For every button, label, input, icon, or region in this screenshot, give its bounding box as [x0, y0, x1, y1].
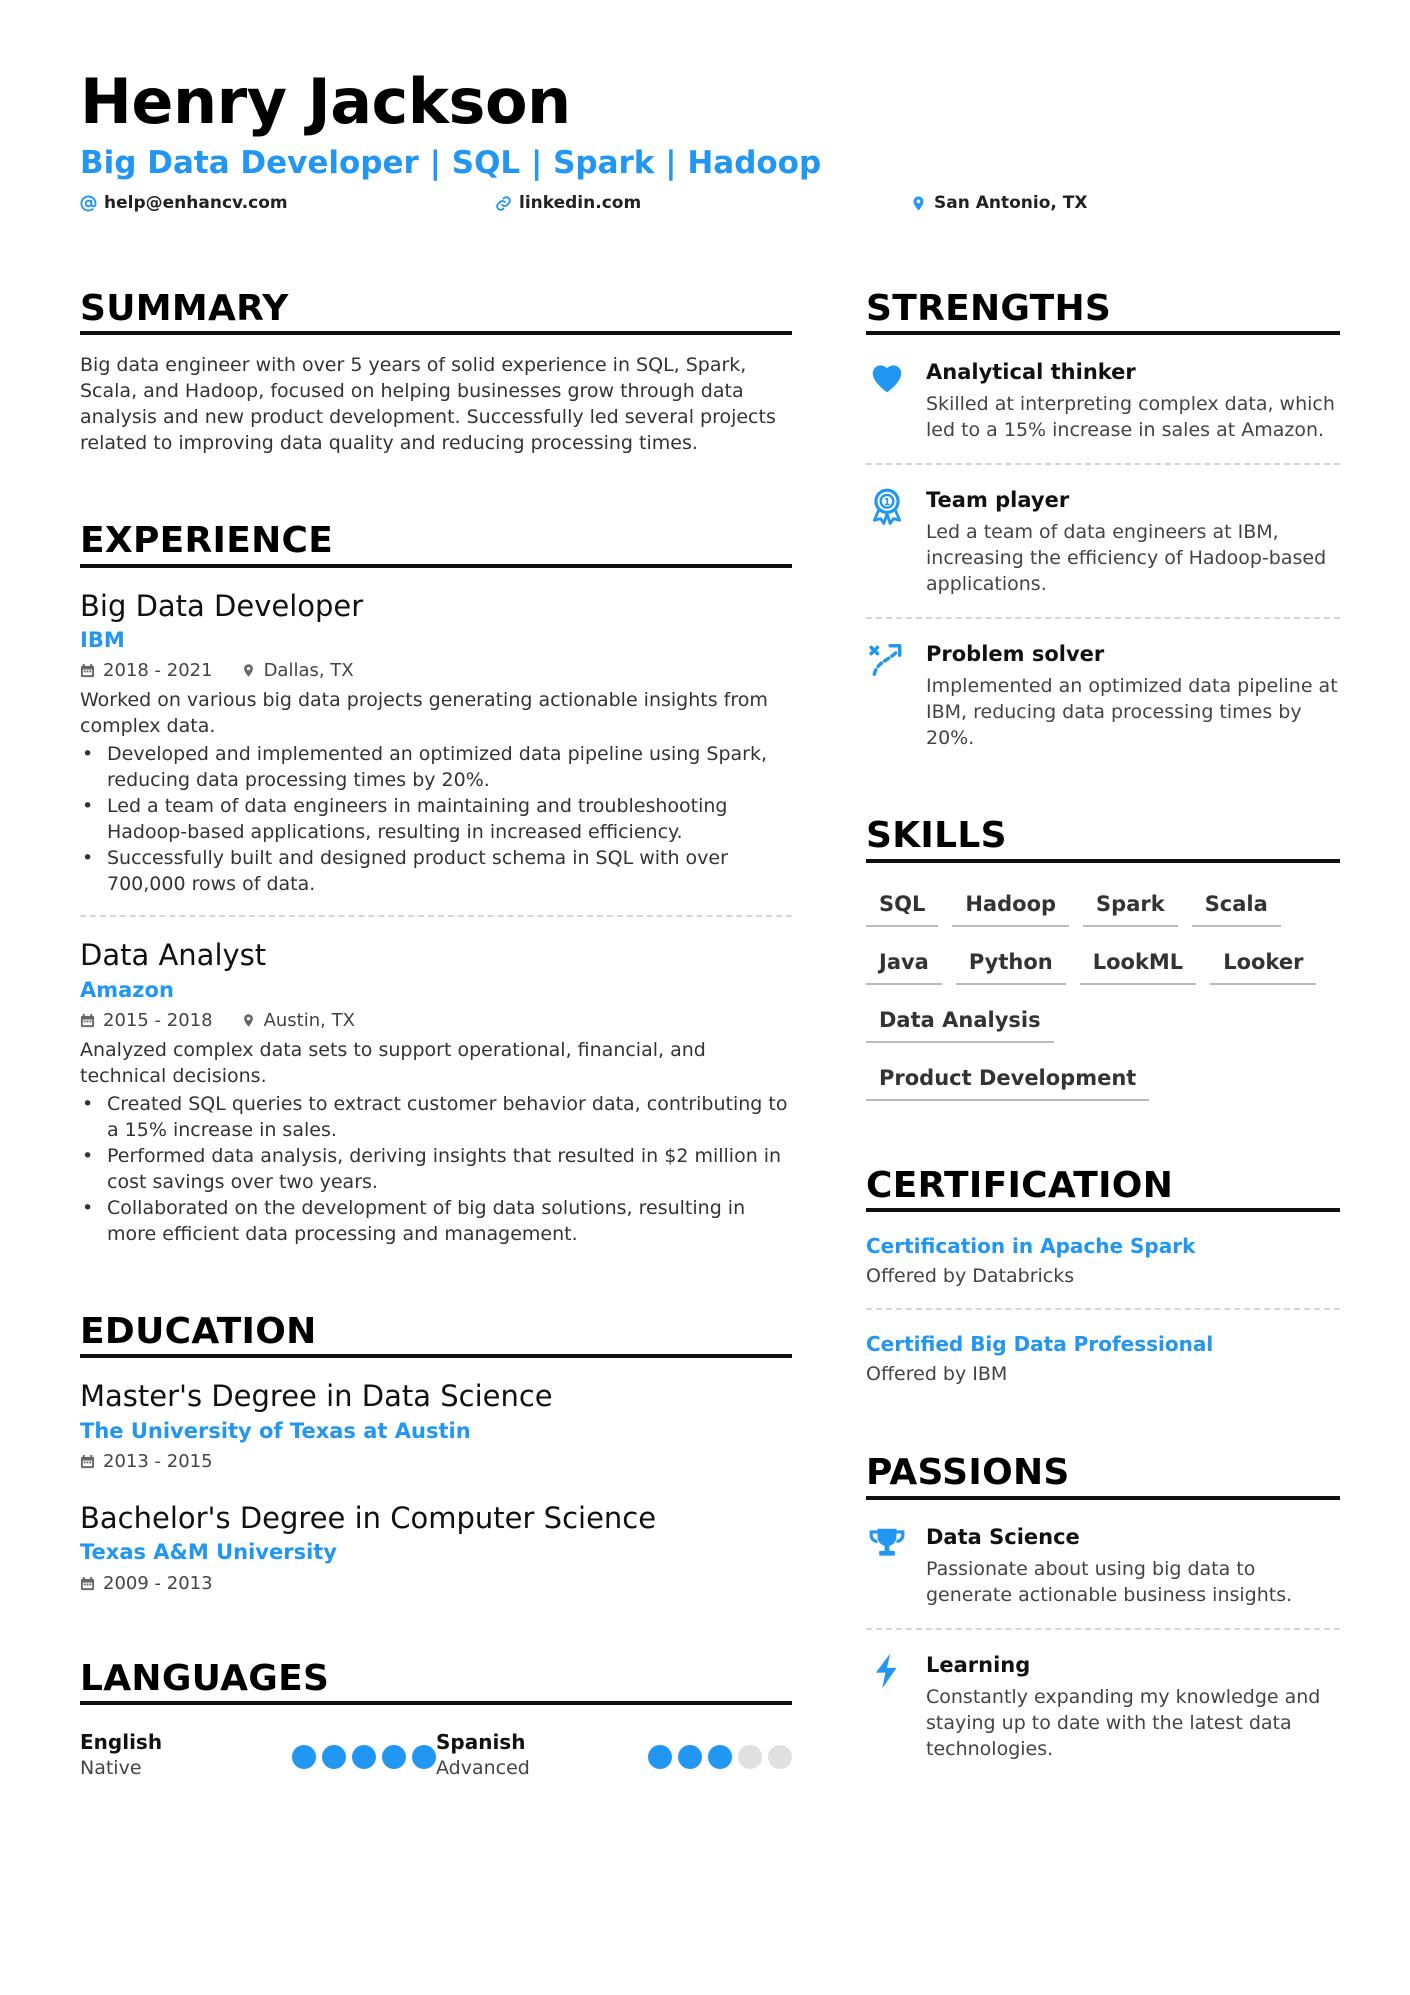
section-title-certification: CERTIFICATION [866, 1165, 1340, 1212]
rating-dot-filled [352, 1745, 376, 1769]
rating-dot-filled [322, 1745, 346, 1769]
education-meta [80, 1451, 792, 1472]
passion-title: Data Science [926, 1524, 1080, 1549]
passion-description: Constantly expanding my knowledge and staying up to date with the latest data technologies. [926, 1685, 1321, 1760]
strength-title: Analytical thinker [926, 360, 1136, 385]
skill-tag: Scala [1192, 891, 1281, 927]
email-text: help@enhancv.com [104, 193, 288, 213]
job-meta [80, 1010, 792, 1031]
certification-name: Certification in Apache Spark [866, 1234, 1196, 1259]
job-meta [80, 660, 792, 681]
section-title-passions: PASSIONS [866, 1452, 1340, 1499]
language-item [80, 1729, 436, 1781]
certification-item [866, 1232, 1340, 1290]
job-bullets [80, 1091, 792, 1247]
language-item [436, 1729, 792, 1781]
strength-item [866, 357, 1340, 443]
job-title: Big Data Developer [80, 588, 364, 623]
award-badge-icon [868, 487, 906, 525]
section-title-experience: EXPERIENCE [80, 520, 792, 567]
skill-tag: Looker [1210, 949, 1316, 985]
trophy-icon [868, 1524, 906, 1562]
job-location: Dallas, TX [263, 660, 354, 682]
rating-dot-filled [382, 1745, 406, 1769]
strength-item [866, 485, 1340, 597]
job-bullet: • Developed and implemented an optimized data pipeline using Spark, reducing data processing times by 20%. [80, 741, 792, 793]
link-icon [495, 195, 512, 212]
passion-description: Passionate about using big data to generate actionable business insights. [926, 1557, 1293, 1606]
strength-title: Problem solver [926, 642, 1105, 667]
strength-description: Led a team of data engineers at IBM, increasing the efficiency of Hadoop-based applications. [926, 521, 1327, 596]
strategy-icon [868, 641, 906, 679]
language-rating [648, 1745, 792, 1769]
job-description: Worked on various big data projects generating actionable insights from complex data. [80, 689, 768, 738]
skill-tag: SQL [866, 891, 938, 927]
section-title-skills: SKILLS [866, 815, 1340, 862]
rating-dot-filled [708, 1745, 732, 1769]
strength-title: Team player [926, 488, 1070, 513]
linkedin-text: linkedin.com [519, 193, 642, 213]
school-name: Texas A&M University [80, 1540, 337, 1565]
svg-text:1: 1 [883, 497, 891, 509]
divider [866, 1628, 1340, 1630]
strength-description: Implemented an optimized data pipeline at IBM, reducing data processing times by 20%. [926, 675, 1338, 750]
job-dates: 2018 - 2021 [103, 660, 213, 682]
contact-linkedin[interactable] [495, 193, 641, 213]
certification-issuer: Offered by Databricks [866, 1265, 1075, 1288]
map-pin-icon [241, 1013, 256, 1028]
experience-entry [80, 937, 792, 1247]
divider [866, 617, 1340, 619]
passions-section [866, 1452, 1340, 1761]
rating-dot-filled [648, 1745, 672, 1769]
languages-section [80, 1658, 792, 1781]
language-rating [292, 1745, 436, 1769]
language-name: English [80, 1730, 163, 1755]
experience-entry [80, 588, 792, 898]
education-entry [80, 1378, 792, 1472]
passion-title: Learning [926, 1652, 1031, 1677]
left-column [80, 288, 792, 1781]
lightning-icon [868, 1652, 906, 1690]
map-pin-icon [910, 195, 927, 212]
calendar-icon [80, 1576, 95, 1591]
summary-section [80, 288, 792, 456]
job-title: Data Analyst [80, 938, 267, 973]
language-name: Spanish [436, 1730, 526, 1755]
skills-list [866, 891, 1340, 1101]
summary-text: Big data engineer with over 5 years of solid experience in SQL, Spark, Scala, and Hadoop, focused on helping businesses grow through data analysis and new product development. Successfully led several projects related to improving data quality and reducing processing times. [80, 354, 776, 455]
job-bullet: • Collaborated on the development of big data solutions, resulting in more efficient data processing and management. [80, 1195, 792, 1247]
passion-item [866, 1650, 1340, 1762]
rating-dot-filled [412, 1745, 436, 1769]
section-title-strengths: STRENGTHS [866, 288, 1340, 335]
education-section [80, 1311, 792, 1594]
education-dates: 2013 - 2015 [103, 1451, 213, 1473]
degree-title: Bachelor's Degree in Computer Science [80, 1501, 657, 1536]
rating-dot-empty [768, 1745, 792, 1769]
strength-description: Skilled at interpreting complex data, which led to a 15% increase in sales at Amazon. [926, 393, 1335, 442]
job-bullet: • Created SQL queries to extract customer behavior data, contributing to a 15% increase in sales. [80, 1091, 792, 1143]
education-meta [80, 1573, 792, 1594]
heart-icon [868, 359, 906, 397]
calendar-icon [80, 663, 95, 678]
calendar-icon [80, 1013, 95, 1028]
company-name: Amazon [80, 977, 174, 1002]
candidate-name: Henry Jackson [80, 65, 571, 138]
section-title-languages: LANGUAGES [80, 1658, 792, 1705]
school-name: The University of Texas at Austin [80, 1418, 471, 1443]
rating-dot-filled [678, 1745, 702, 1769]
education-entry [80, 1500, 792, 1594]
skill-tag: Hadoop [952, 891, 1069, 927]
skill-tag: Python [956, 949, 1066, 985]
strength-item [866, 639, 1340, 751]
certification-section [866, 1165, 1340, 1388]
right-column [866, 288, 1340, 1762]
education-dates: 2009 - 2013 [103, 1572, 213, 1594]
skill-tag: Java [866, 949, 942, 985]
section-title-summary: SUMMARY [80, 288, 792, 335]
language-level: Native [80, 1757, 142, 1780]
job-location: Austin, TX [263, 1010, 355, 1032]
certification-item [866, 1330, 1340, 1388]
skill-tag: LookML [1080, 949, 1196, 985]
at-icon [80, 195, 97, 212]
company-name: IBM [80, 628, 125, 653]
languages-list [80, 1729, 792, 1781]
job-bullets [80, 741, 792, 897]
map-pin-icon [241, 663, 256, 678]
calendar-icon [80, 1454, 95, 1469]
skill-tag: Data Analysis [866, 1007, 1054, 1043]
job-dates: 2015 - 2018 [103, 1010, 213, 1032]
job-bullet: • Led a team of data engineers in maintaining and troubleshooting Hadoop-based applications, resulting in increased efficiency. [80, 793, 792, 845]
skill-tag: Spark [1083, 891, 1178, 927]
divider [80, 915, 792, 917]
job-bullet: • Performed data analysis, deriving insights that resulted in $2 million in cost savings over two years. [80, 1143, 792, 1195]
candidate-headline: Big Data Developer | SQL | Spark | Hadoop [80, 145, 822, 181]
certification-name: Certified Big Data Professional [866, 1332, 1214, 1357]
skills-section [866, 815, 1340, 1100]
certification-issuer: Offered by IBM [866, 1363, 1008, 1386]
passion-item [866, 1522, 1340, 1608]
divider [866, 1308, 1340, 1310]
contact-location [910, 193, 1088, 213]
job-bullet: • Successfully built and designed product schema in SQL with over 700,000 rows of data. [80, 845, 792, 897]
rating-dot-filled [292, 1745, 316, 1769]
language-level: Advanced [436, 1757, 530, 1780]
section-title-education: EDUCATION [80, 1311, 792, 1358]
contact-email[interactable] [80, 193, 288, 213]
divider [866, 463, 1340, 465]
job-description: Analyzed complex data sets to support operational, financial, and technical decisions. [80, 1039, 706, 1088]
experience-section [80, 520, 792, 1247]
degree-title: Master's Degree in Data Science [80, 1379, 553, 1414]
skill-tag: Product Development [866, 1065, 1149, 1101]
location-text: San Antonio, TX [934, 193, 1088, 213]
strengths-section [866, 288, 1340, 751]
rating-dot-empty [738, 1745, 762, 1769]
